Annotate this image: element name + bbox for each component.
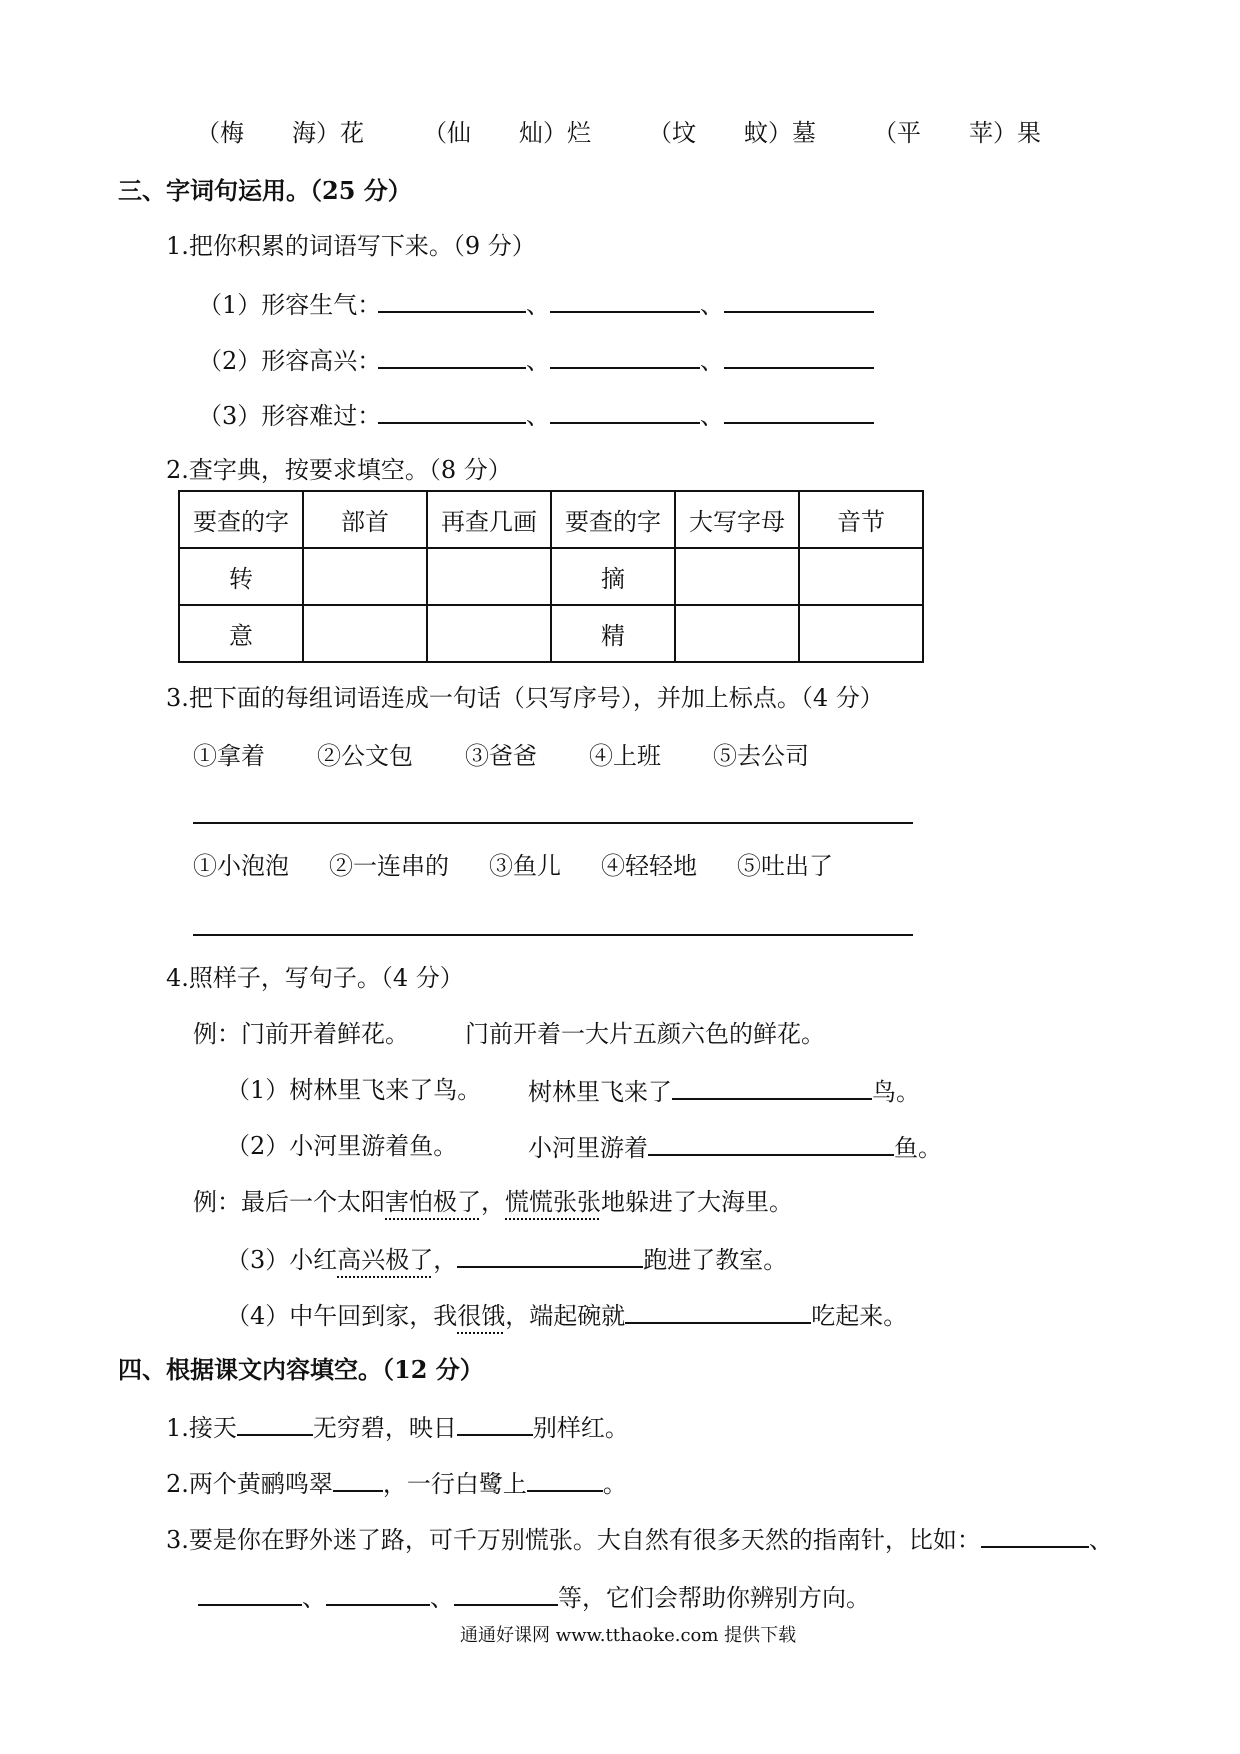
answer-blank[interactable] [981, 1522, 1089, 1548]
answer-blank[interactable] [333, 1466, 383, 1492]
example-text: ， [481, 1188, 505, 1216]
poem-text: 别样红。 [532, 1414, 629, 1442]
separator: 、 [700, 402, 724, 430]
example-sentence: 例：门前开着鲜花。 [193, 1020, 409, 1048]
dotted-word: 很饿 [457, 1302, 506, 1330]
q4-item-3 [226, 1242, 787, 1276]
answer-blank[interactable] [625, 1298, 811, 1324]
q4-item-1 [226, 1074, 920, 1106]
item-text: 跑进了教室。 [643, 1246, 788, 1274]
s4-q1 [166, 1410, 629, 1444]
dotted-word: 慌慌张张 [505, 1188, 601, 1216]
answer-blank[interactable] [672, 1074, 872, 1100]
s4-q3 [166, 1522, 1113, 1556]
table-header-cell: 音节 [799, 491, 923, 548]
separator: 、 [1088, 1526, 1113, 1554]
q4-title: 4.照样子，写句子。（4 分） [166, 964, 464, 992]
word-option: ②一连串的 [329, 852, 449, 880]
table-cell: 意 [179, 605, 303, 662]
item-prefix: 小河里游着 [528, 1134, 648, 1162]
separator: 、 [700, 291, 724, 319]
separator: 、 [700, 347, 724, 375]
q1-item-2 [198, 343, 874, 377]
table-header-cell: 要查的字 [551, 491, 675, 548]
answer-blank[interactable] [527, 1466, 603, 1492]
s4-q2 [166, 1466, 627, 1500]
dotted-word: 高兴极了 [337, 1246, 434, 1274]
answer-blank[interactable] [454, 1580, 558, 1606]
table-cell[interactable] [427, 605, 551, 662]
answer-blank[interactable] [378, 398, 526, 424]
q4-item-2 [226, 1130, 942, 1162]
separator: 、 [430, 1584, 454, 1612]
table-header-cell: 再查几画 [427, 491, 551, 548]
word-option: ③鱼儿 [489, 852, 561, 880]
answer-blank[interactable] [378, 343, 526, 369]
item-prefix: 树林里飞来了 [528, 1078, 672, 1106]
answer-blank[interactable] [237, 1410, 313, 1436]
q1-item-label: （1）形容生气： [198, 291, 382, 319]
poem-text: 1.接天 [166, 1414, 237, 1442]
item-text: ，端起碗就 [505, 1302, 626, 1330]
answer-blank[interactable] [198, 1580, 302, 1606]
q1-item-label: （2）形容高兴： [198, 347, 382, 375]
item-suffix: 鱼。 [894, 1134, 942, 1162]
word-option: ③爸爸 [465, 742, 537, 770]
answer-blank[interactable] [457, 1242, 643, 1268]
table-cell[interactable] [799, 605, 923, 662]
answer-blank[interactable] [326, 1580, 430, 1606]
poem-text: 2.两个黄鹂鸣翠 [166, 1470, 333, 1498]
q1-item-label: （3）形容难过： [198, 402, 382, 430]
homophone-item: （平 苹）果 [873, 119, 1041, 147]
word-option: ④轻轻地 [601, 852, 697, 880]
table-header-cell: 要查的字 [179, 491, 303, 548]
answer-blank[interactable] [457, 1410, 533, 1436]
item-answer [528, 1130, 942, 1164]
answer-blank[interactable] [724, 343, 874, 369]
answer-blank[interactable] [724, 287, 874, 313]
q4-example-1 [193, 1018, 825, 1050]
answer-blank[interactable] [550, 287, 700, 313]
table-cell: 摘 [551, 548, 675, 605]
separator: 、 [526, 347, 550, 375]
table-row [179, 605, 923, 662]
word-option: ④上班 [589, 742, 661, 770]
q3-title: 3.把下面的每组词语连成一句话（只写序号），并加上标点。（4 分） [166, 684, 884, 712]
table-cell[interactable] [303, 548, 427, 605]
section-4-heading: 四、根据课文内容填空。（12 分） [118, 1355, 484, 1384]
q1-item-3 [198, 398, 874, 432]
q2-title: 2.查字典，按要求填空。（8 分） [166, 456, 512, 484]
footer: 通通好课网 www.tthaoke.com 提供下载 [460, 1625, 797, 1646]
poem-text: ，一行白鹭上 [382, 1470, 527, 1498]
word-option: ⑤去公司 [713, 742, 809, 770]
table-cell: 精 [551, 605, 675, 662]
table-header-row [179, 491, 923, 548]
table-cell[interactable] [303, 605, 427, 662]
dictionary-table [178, 490, 924, 663]
item-text: ， [433, 1246, 458, 1274]
table-row [179, 548, 923, 605]
q4-item-4 [226, 1298, 907, 1332]
homophone-item: （梅 海）花 [196, 119, 364, 147]
word-option: ①小泡泡 [193, 852, 289, 880]
homophone-item: （仙 灿）烂 [423, 119, 591, 147]
table-header-cell: 部首 [303, 491, 427, 548]
example-expanded: 门前开着一大片五颜六色的鲜花。 [465, 1020, 825, 1048]
table-cell[interactable] [799, 548, 923, 605]
q1-item-1 [198, 287, 874, 321]
table-header-cell: 大写字母 [675, 491, 799, 548]
q1-title: 1.把你积累的词语写下来。（9 分） [166, 232, 536, 260]
example-text: 例：最后一个太阳 [193, 1188, 385, 1216]
dotted-word: 害怕极了 [385, 1188, 481, 1216]
example-text: 地躲进了大海里。 [601, 1188, 793, 1216]
item-text: （4）中午回到家，我 [226, 1302, 458, 1330]
answer-blank[interactable] [550, 343, 700, 369]
answer-line[interactable] [193, 934, 913, 936]
answer-blank[interactable] [724, 398, 874, 424]
table-cell: 转 [179, 548, 303, 605]
table-cell[interactable] [675, 605, 799, 662]
item-sentence: （2）小河里游着鱼。 [226, 1132, 458, 1160]
item-text: 吃起来。 [811, 1302, 908, 1330]
table-cell[interactable] [427, 548, 551, 605]
separator: 、 [302, 1584, 326, 1612]
question-text: 等，它们会帮助你辨别方向。 [558, 1584, 870, 1612]
separator: 、 [526, 402, 550, 430]
answer-line[interactable] [193, 822, 913, 824]
section-3-heading: 三、字词句运用。（25 分） [118, 176, 412, 205]
word-option: ⑤吐出了 [737, 852, 833, 880]
poem-text: 无穷碧，映日 [312, 1414, 457, 1442]
answer-blank[interactable] [550, 398, 700, 424]
s4-q3-cont [198, 1580, 870, 1614]
separator: 、 [526, 291, 550, 319]
q4-example-2 [193, 1186, 793, 1218]
table-cell[interactable] [675, 548, 799, 605]
item-answer [528, 1074, 920, 1108]
item-sentence: （1）树林里飞来了鸟。 [226, 1076, 482, 1104]
word-option: ②公文包 [317, 742, 413, 770]
poem-text: 。 [602, 1470, 627, 1498]
question-text: 3.要是你在野外迷了路，可千万别慌张。大自然有很多天然的指南针，比如： [166, 1526, 981, 1554]
item-suffix: 鸟。 [872, 1078, 920, 1106]
answer-blank[interactable] [648, 1130, 894, 1156]
answer-blank[interactable] [378, 287, 526, 313]
word-option: ①拿着 [193, 742, 265, 770]
item-text: （3）小红 [226, 1246, 338, 1274]
homophone-item: （坟 蚊）墓 [648, 119, 816, 147]
